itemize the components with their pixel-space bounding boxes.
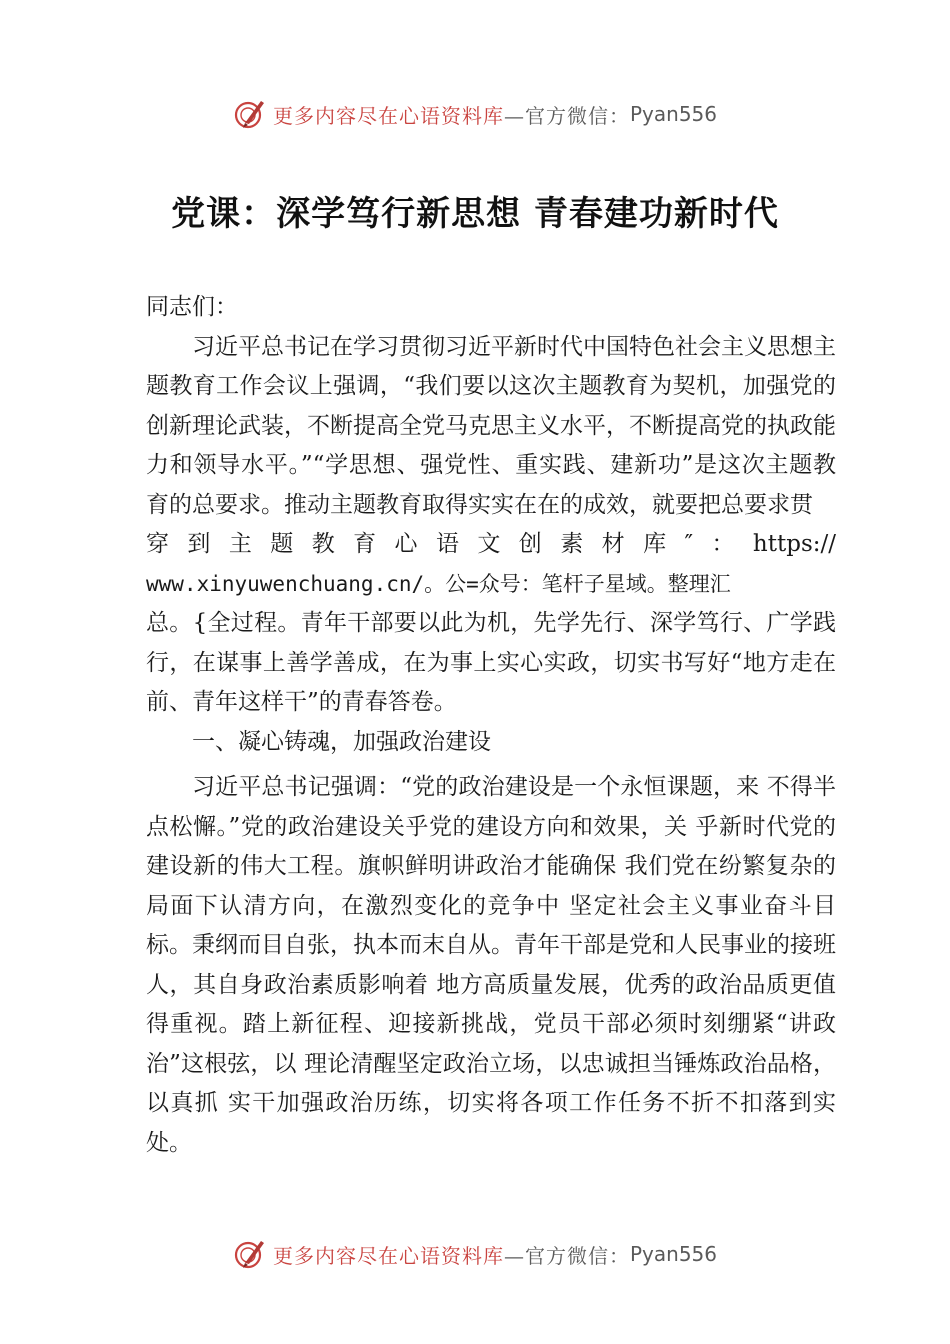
paragraph-1-url-line: www.xinyuwenchuang.cn/。公=众号：笔杆子星域。整理汇 bbox=[146, 571, 731, 596]
watermark-wechat-id: Pyan556 bbox=[629, 1242, 717, 1266]
paragraph-1: 习近平总书记在学习贯彻习近平新时代中国特色社会主义思想主题教育工作会议上强调，“我们要以这次主题教育为契机，加强党的创新理论武装，不断提高全党马克思主义水平，不断提高党的执政能力和领导水平。”“学思想、强党性、重实践、建新功”是这次主题教育的总要求。推动主题教育取得实实在在的成效，就要把总要求贯 bbox=[146, 333, 836, 518]
watermark-label-text: —官方微信： bbox=[503, 1243, 630, 1268]
salutation: 同志们： bbox=[146, 294, 238, 320]
header-watermark bbox=[0, 96, 950, 132]
quill-pen-logo-icon bbox=[233, 97, 267, 131]
watermark-wechat-id: Pyan556 bbox=[629, 102, 717, 126]
document-title: 党课：深学笃行新思想 青春建功新时代 bbox=[171, 194, 779, 234]
watermark-label-text: —官方微信： bbox=[503, 103, 630, 128]
paragraph-1-end: 总。{全过程。青年干部要以此为机，先学先行、深学笃行、广学践行，在谋事上善学善成，在为事上实心实政，切实书写好“地方走在前、青年这样干”的青春答卷。 bbox=[146, 610, 836, 715]
footer-watermark bbox=[0, 1236, 950, 1272]
watermark-brand-text: 更多内容尽在心语资料库 bbox=[272, 1243, 504, 1268]
paragraph-1-spaced-line: 穿到主题教育心语文创素材库″：https:// bbox=[146, 531, 836, 557]
paragraph-2: 习近平总书记强调：“党的政治建设是一个永恒课题，来 不得半点松懈。”党的政治建设关乎党的建设方向和效果，关 乎新时代党的建设新的伟大工程。旗帜鲜明讲政治才能确保 我们党在纷繁复杂的局面下认清方向，在激烈变化的竞争中 坚定社会主义事业奋斗目标。秉纲而目自张，执本而末自从。青年干部是党和人民事业的接班人，其自身政治素质影响着 地方高质量发展，优秀的政治品质更值得重视。踏上新征程、迎接新挑战，党员干部必须时刻绷紧“讲政治”这根弦，以 理论清醒坚定政治立场，以忠诚担当锤炼政治品格，以真抓 实干加强政治历练，切实将各项工作任务不折不扣落到实处。 bbox=[146, 774, 836, 1156]
watermark-brand-text: 更多内容尽在心语资料库 bbox=[272, 103, 504, 128]
quill-pen-logo-icon bbox=[233, 1237, 267, 1271]
section-heading-1: 一、凝心铸魂，加强政治建设 bbox=[192, 728, 491, 755]
document-body bbox=[146, 288, 836, 1163]
